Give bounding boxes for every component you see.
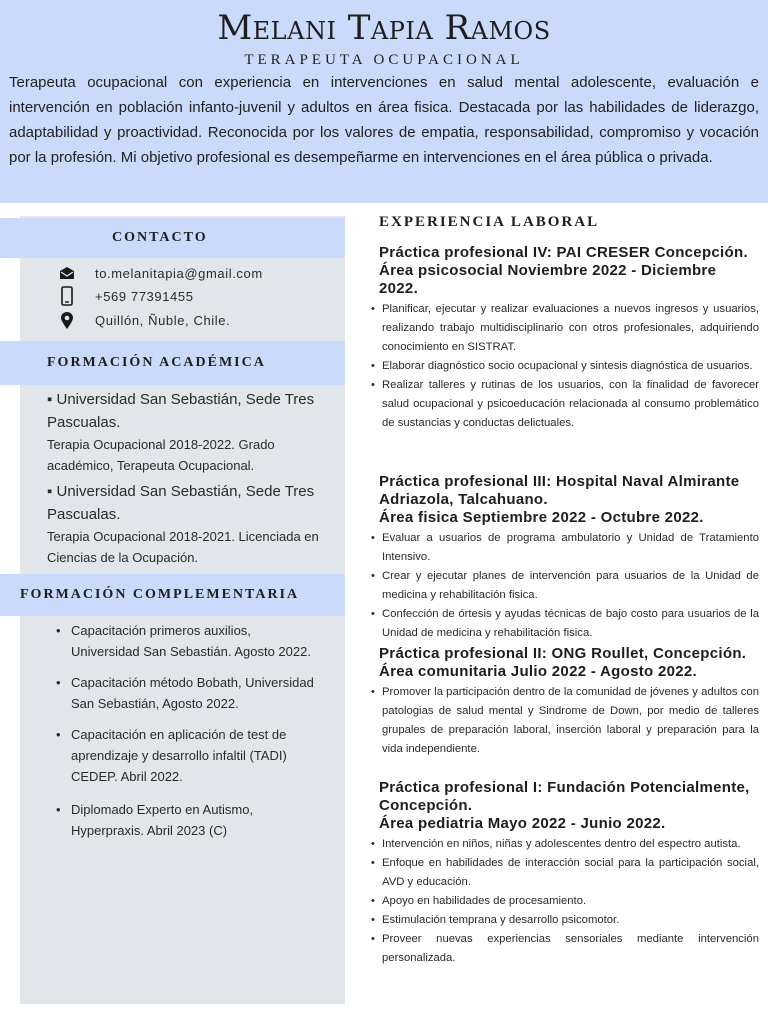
list-item: • Crear y ejecutar planes de intervención para usuarios de la Unidad de medicina y rehabilitación fisica. bbox=[379, 567, 759, 605]
job-title: Práctica profesional III: Hospital Naval Almirante Adriazola, Talcahuano. bbox=[379, 473, 740, 508]
candidate-name: Melani Tapia Ramos bbox=[217, 8, 551, 48]
contact-email-row bbox=[58, 263, 263, 283]
job-area: Área pediatria Mayo 2022 - Junio 2022. bbox=[379, 815, 666, 832]
list-item: • Capacitación primeros auxilios, Universidad San Sebastián. Agosto 2022. bbox=[52, 620, 322, 662]
contact-heading-band bbox=[0, 218, 345, 258]
job-title: Práctica profesional II: ONG Roullet, Concepción. bbox=[379, 645, 747, 662]
job-entry bbox=[379, 473, 759, 643]
job-entry bbox=[379, 244, 759, 433]
list-item: • Diplomado Experto en Autismo, Hyperpraxis. Abril 2023 (C) bbox=[52, 799, 322, 841]
contact-phone: +569 77391455 bbox=[95, 288, 194, 304]
list-item: • Enfoque en habilidades de interacción social para la participación social, AVD y educación. bbox=[379, 854, 759, 892]
job-title: Práctica profesional IV: PAI CRESER Concepción. bbox=[379, 244, 748, 261]
education-item bbox=[47, 480, 327, 568]
list-item: • Promover la participación dentro de la comunidad de jóvenes y adultos con patologias de salud mental y Sindrome de Down, por medio de talleres grupales de preparación laboral, inserción laboral y preparación para la vida independiente. bbox=[379, 683, 759, 759]
candidate-role: TERAPEUTA OCUPACIONAL bbox=[244, 52, 524, 68]
list-item: • Intervención en niños, niñas y adolescentes dentro del espectro autista. bbox=[379, 835, 759, 854]
job-area: Área psicosocial Noviembre 2022 - Diciembre 2022. bbox=[379, 262, 717, 297]
list-item: • Confección de órtesis y ayudas técnicas de bajo costo para usuarios de la Unidad de medicina y rehabilitación fisica. bbox=[379, 605, 759, 643]
location-pin-icon bbox=[58, 311, 76, 329]
job-area: Área fisica Septiembre 2022 - Octubre 2022. bbox=[379, 509, 704, 526]
list-item: • Evaluar a usuarios de programa ambulatorio y Unidad de Tratamiento Intensivo. bbox=[379, 529, 759, 567]
job-entry bbox=[379, 779, 759, 968]
education-heading-band bbox=[0, 341, 345, 385]
list-item: • Elaborar diagnóstico socio ocupacional y sintesis diagnóstica de usuarios. bbox=[379, 357, 759, 376]
phone-icon bbox=[58, 287, 76, 305]
list-item: • Apoyo en habilidades de procesamiento. bbox=[379, 892, 759, 911]
job-area: Área comunitaria Julio 2022 - Agosto 2022. bbox=[379, 663, 697, 680]
job-bullets bbox=[379, 529, 759, 643]
contact-heading: CONTACTO bbox=[112, 230, 208, 245]
job-bullets bbox=[379, 835, 759, 968]
education-detail: Terapia Ocupacional 2018-2021. Licenciada en Ciencias de la Ocupación. bbox=[47, 529, 319, 565]
job-bullets bbox=[379, 683, 759, 759]
contact-location: Quillón, Ñuble, Chile. bbox=[95, 312, 231, 328]
complementary-heading: FORMACIÓN COMPLEMENTARIA bbox=[20, 587, 300, 602]
list-item: • Proveer nuevas experiencias sensoriales mediante intervención personalizada. bbox=[379, 930, 759, 968]
header-band bbox=[0, 0, 768, 203]
contact-email[interactable]: to.melanitapia@gmail.com bbox=[95, 265, 263, 281]
profile-summary: Terapeuta ocupacional con experiencia en intervenciones en salud mental adolescente, evaluación e intervención en población infanto-juvenil y adultos en área fisica. Destacada por las habilidades de liderazgo, adaptabilidad y proactividad. Reconocida por los valores de empatia, responsabilidad, compromiso y vocación por la profesión. Mi objetivo profesional es desempeñarme en intervenciones en el área pública o privada. bbox=[9, 74, 759, 166]
contact-location-row bbox=[58, 310, 231, 330]
education-institution: ▪ Universidad San Sebastián, Sede Tres Pascualas. bbox=[47, 483, 315, 523]
list-item: • Realizar talleres y rutinas de los usuarios, con la finalidad de favorecer salud ocupacional y psicoeducación relacionada al consumo problemático de sustancias y conductas delictuales. bbox=[379, 376, 759, 433]
experience-heading: EXPERIENCIA LABORAL bbox=[379, 214, 600, 230]
envelope-icon bbox=[58, 264, 76, 282]
complementary-heading-band bbox=[0, 574, 345, 616]
list-item: • Capacitación método Bobath, Universidad San Sebastián, Agosto 2022. bbox=[52, 672, 322, 714]
job-title: Práctica profesional I: Fundación Potencialmente, Concepción. bbox=[379, 779, 750, 814]
education-heading: FORMACIÓN ACADÉMICA bbox=[47, 355, 266, 370]
complementary-list bbox=[52, 620, 322, 851]
job-bullets bbox=[379, 300, 759, 433]
list-item: • Estimulación temprana y desarrollo psicomotor. bbox=[379, 911, 759, 930]
education-detail: Terapia Ocupacional 2018-2022. Grado académico, Terapeuta Ocupacional. bbox=[47, 437, 275, 473]
education-institution: ▪ Universidad San Sebastián, Sede Tres Pascualas. bbox=[47, 391, 315, 431]
contact-phone-row bbox=[58, 286, 194, 306]
list-item: • Capacitación en aplicación de test de aprendizaje y desarrollo infaltil (TADI) CEDEP. Abril 2022. bbox=[52, 724, 322, 787]
job-entry bbox=[379, 645, 759, 759]
education-item bbox=[47, 388, 327, 476]
list-item: • Planificar, ejecutar y realizar evaluaciones a nuevos ingresos y usuarios, realizando trabajo multidisciplinario con otros profesionales, adquiriendo conocimiento en SISTRAT. bbox=[379, 300, 759, 357]
